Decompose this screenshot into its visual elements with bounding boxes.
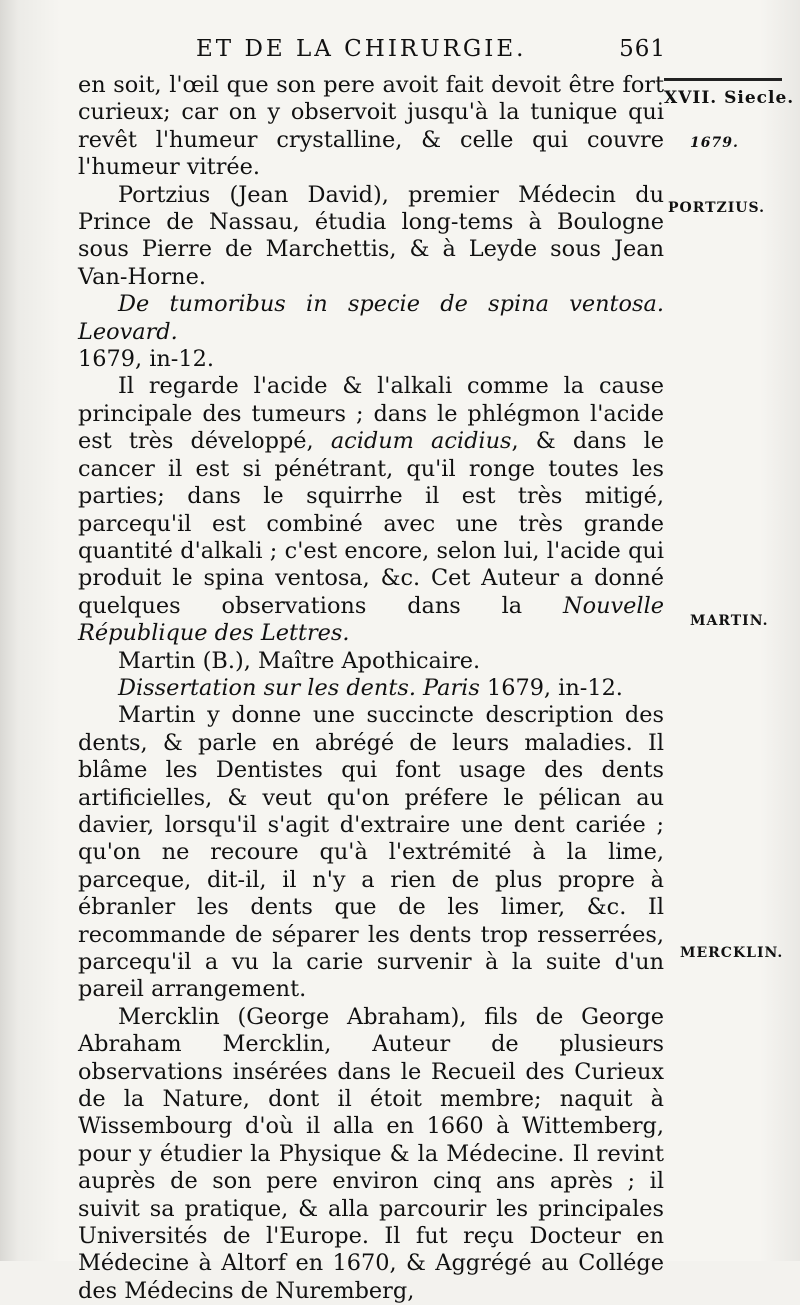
paragraph: en soit, l'œil que son pere avoit fait devoit être fort curieux; car on y observoit jusqu'à la tunique qui revêt l'humeur crystalline, & celle qui couvre l'humeur vitrée. <box>78 72 664 181</box>
paragraph: Mercklin (George Abraham), fils de George Abraham Mercklin, Auteur de plusieurs observations insérées dans le Recueil des Curieux de la Nature, dont il étoit membre; naquit à Wissembourg d'où il alla en 1660 à Wittemberg, pour y étudier la Physique & la Médecine. Il revint auprès de son pere environ cinq ans après ; il suivit sa pratique, & alla parcourir les principales Universités de l'Europe. Il fut reçu Docteur en Médecine à Altorf en 1670, & Aggrégé au Collége des Médecins de Nuremberg, <box>78 1003 664 1304</box>
paragraph: Portzius (Jean David), premier Médecin du Prince de Nassau, étudia long-tems à Boulogne sous Pierre de Marchettis, & à Leyde sous Jean Van-Horne. <box>78 181 664 290</box>
reference-details: 1679, in-12. <box>78 346 214 373</box>
paragraph <box>78 373 664 647</box>
page-number: 561 <box>619 36 666 62</box>
paragraph-italic-term: acidum acidius <box>330 428 512 455</box>
margin-name-portzius: PORTZIUS. <box>668 200 765 216</box>
paragraph: Martin (B.), Maître Apothicaire. <box>118 647 481 674</box>
margin-year: 1679. <box>690 135 739 151</box>
margin-name-mercklin: MERCKLIN. <box>680 945 784 961</box>
reference-title: De tumoribus in specie de spina ventosa. Leovard. <box>78 291 664 345</box>
bibliographic-reference <box>78 291 664 373</box>
paragraph: Martin y donne une succincte description des dents, & parle en abrégé de leurs maladies. Il blâme les Dentistes qui font usage des dents artificielles, & veut qu'on préfere le pélican au davier, lorsqu'il s'agit d'extraire une dent cariée ; qu'on ne recoure qu'à l'extrémité à la lime, parceque, dit-il, il n'y a rien de plus propre à ébranler les dents que de les limer, &c. Il recommande de séparer les dents trop resserrées, parcequ'il a vu la carie survenir à la suite d'un pareil arrangement. <box>78 702 664 1003</box>
paragraph-text: Il regarde l'acide & l'alkali comme la cause principale des tumeurs ; dans le phlégmon l'acide est très développé, <box>78 373 664 455</box>
paragraph-italic-title: Nouvelle République des Lettres. <box>78 592 664 647</box>
running-header <box>196 36 666 62</box>
margin-name-martin: MARTIN. <box>690 613 769 629</box>
reference-details: 1679, in-12. <box>486 674 623 701</box>
bibliographic-reference <box>78 675 664 702</box>
margin-rule <box>664 78 782 81</box>
reference-title: Dissertation sur les dents. Paris <box>118 674 480 701</box>
paragraph-text: , & dans le cancer il est si pénétrant, qu'il ronge toutes les parties; dans le squirrhe il est très mitigé, parcequ'il est combiné avec une très grande quantité d'alkali ; c'est encore, selon lui, l'acide qui produit le spina ventosa, &c. Cet Auteur a donné quelques observations dans la <box>78 428 665 619</box>
margin-century: XVII. Siecle. <box>664 88 795 108</box>
body-text <box>78 72 664 1305</box>
running-title: ET DE LA CHIRURGIE. <box>196 36 527 62</box>
